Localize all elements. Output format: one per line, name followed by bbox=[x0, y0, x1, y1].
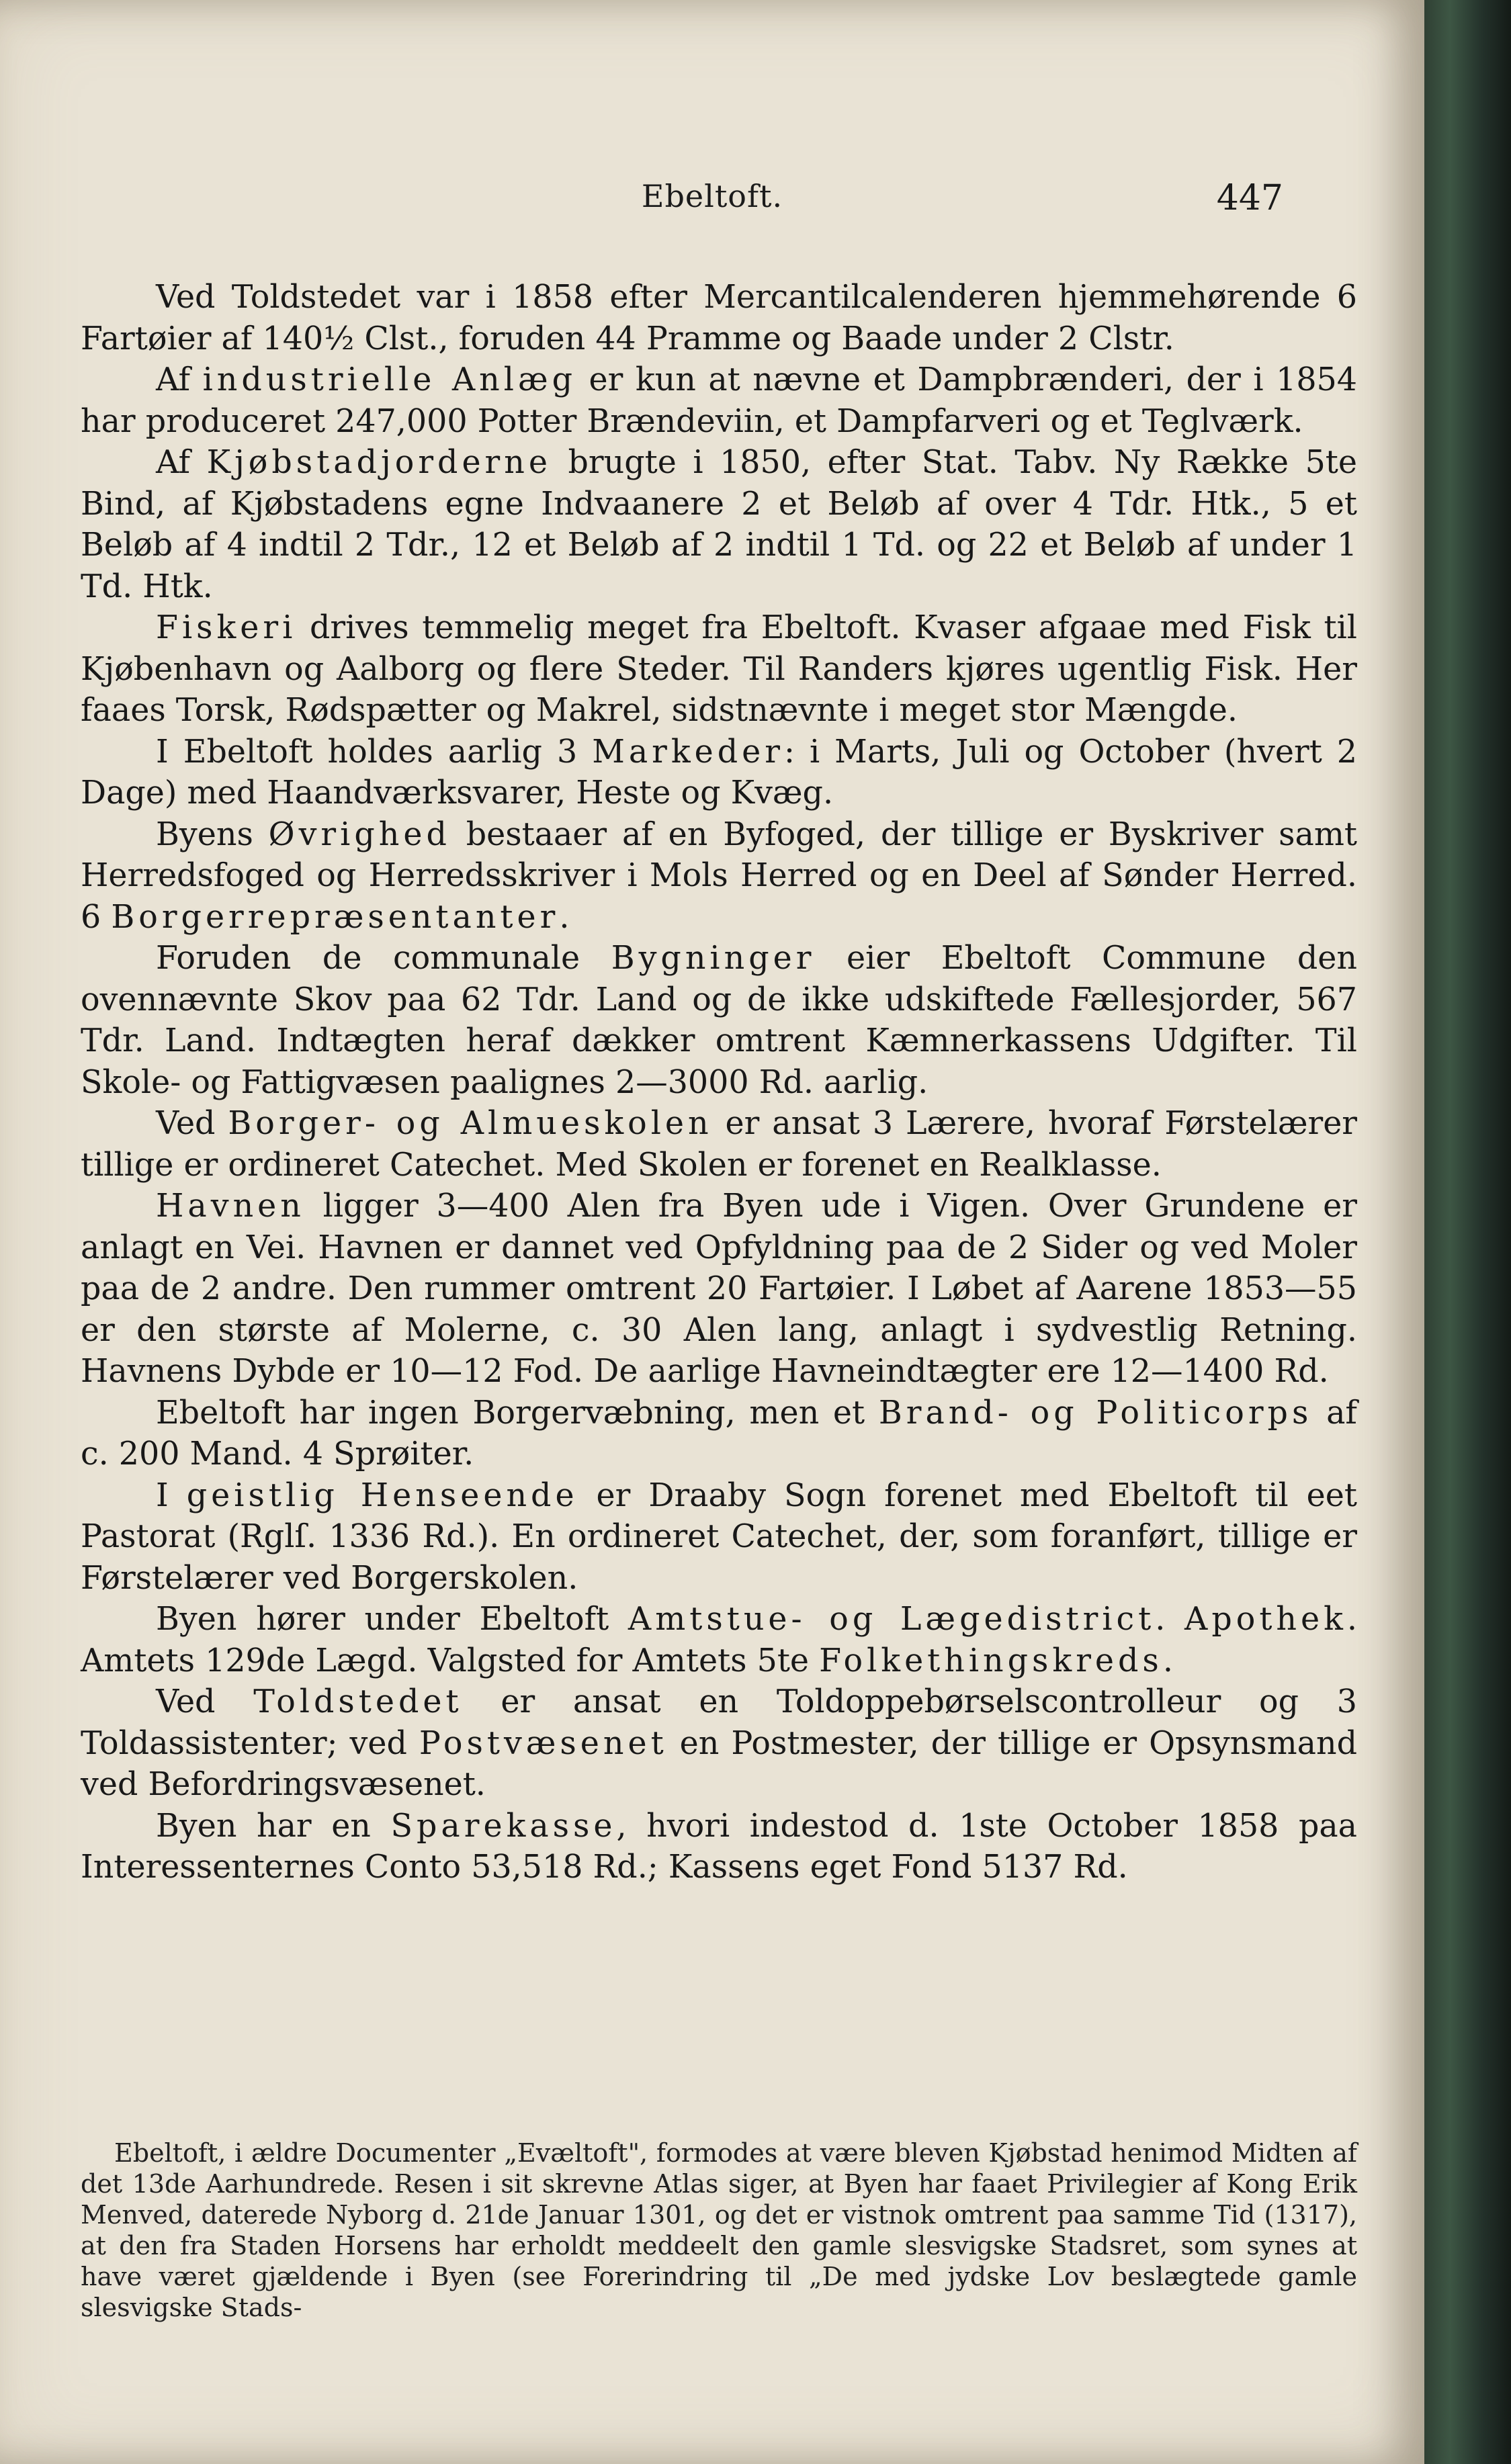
page-number: 447 bbox=[1216, 178, 1283, 218]
keyword-industry: industrielle Anlæg bbox=[202, 361, 577, 398]
paragraph-school: Ved Borger- og Almueskolen er ansat 3 Lærere, hvoraf Førstelærer tillige er ordineret Catechet. Med Skolen er forenet en Realklasse. bbox=[81, 1105, 1358, 1184]
keyword-clergy: geistlig Henseende bbox=[186, 1477, 578, 1514]
paragraph-fishing: Fiskeri drives temmelig meget fra Ebeltoft. Kvaser afgaae med Fisk til Kjøbenhavn og Aalborg og flere Steder. Til Randers kjøres ugentlig Fisk. Her faaes Torsk, Rødspætter og Makrel, sidstnævnte i meget stor Mængde. bbox=[81, 609, 1357, 729]
keyword-harbour: Havnen bbox=[156, 1188, 305, 1225]
book-spine bbox=[1417, 0, 1511, 2464]
keyword-customs: Toldstedet bbox=[253, 1683, 463, 1720]
footnote bbox=[81, 2138, 1357, 2323]
paragraph-clergy: I geistlig Henseende er Draaby Sogn forenet med Ebeltoft til eet Pastorat (Rglſ. 1336 Rd.). En ordineret Catechet, der, som foranført, tillige er Førstelærer ved Borgerskolen. bbox=[81, 1477, 1357, 1597]
keyword-savings-bank: Sparekasse bbox=[390, 1807, 617, 1845]
keyword-buildings: Bygninger bbox=[611, 940, 816, 977]
page-header bbox=[0, 178, 1424, 225]
running-title: Ebeltoft. bbox=[641, 178, 783, 214]
body-text bbox=[81, 277, 1357, 1888]
paragraph-shipping: Ved Toldstedet var i 1858 efter Mercantilcalenderen hjemmehørende 6 Fartøier af 140½ Clst., foruden 44 Pramme og Baade under 2 Clstr. bbox=[81, 279, 1357, 357]
paragraph-customs: Ved Toldstedet er ansat en Toldoppebørselscontrolleur og 3 Toldassistenter; ved Postvæsenet en Postmester, der tillige er Opsynsmand ved Befordringsvæsenet. bbox=[81, 1683, 1358, 1803]
keyword-school: Borger- og Almueskolen bbox=[228, 1105, 713, 1142]
paragraph-fire-corps: Ebeltoft har ingen Borgervæbning, men et Brand- og Politicorps af c. 200 Mand. 4 Sprøiter. bbox=[81, 1394, 1357, 1472]
paragraph-buildings: Foruden de communale Bygninger eier Ebeltoft Commune den ovennævnte Skov paa 62 Tdr. Land og de ikke udskiftede Fællesjorder, 567 Tdr. Land. Indtægten heraf dækker omtrent Kæmnerkassens Udgifter. Til Skole- og Fattigvæsen paalignes 2—3000 Rd. aarlig. bbox=[81, 940, 1357, 1101]
paragraph-authorities: Byens Øvrighed bestaaer af en Byfoged, der tillige er Byskriver samt Herredsfoged og Herredsskriver i Mols Herred og en Deel af Sønder Herred. 6 Borgerrepræsentanter. bbox=[81, 816, 1357, 936]
keyword-pharmacy: Apothek bbox=[1184, 1601, 1347, 1638]
footnote-text: Ebeltoft, i ældre Documenter „Evæltoft", formodes at være bleven Kjøbstad henimod Midten af det 13de Aarhundrede. Resen i sit skrevne Atlas siger, at Byen har faaet Privilegier af Kong Erik Menved, daterede Nyborg d. 21de Januar 1301, og det er vistnok omtrent paa samme Tid (1317), at den fra Staden Horsens har erholdt meddeelt den gamle slesvigske Stadsret, som synes at have været gjældende i Byen (see Forerindring til „De med jydske Lov beslægtede gamle slesvigske Stads- bbox=[81, 2138, 1357, 2322]
keyword-constituency: Folkethingskreds bbox=[819, 1642, 1163, 1679]
paragraph-town-lands: Af Kjøbstadjorderne brugte i 1850, efter Stat. Tabv. Ny Række 5te Bind, af Kjøbstadens egne Indvaanere 2 et Beløb af over 4 Tdr. Htk., 5 et Beløb af 4 indtil 2 Tdr., 12 et Beløb af 2 indtil 1 Td. og 22 et Beløb af under 1 Td. Htk. bbox=[81, 444, 1357, 605]
paragraph-harbour: Havnen ligger 3—400 Alen fra Byen ude i Vigen. Over Grundene er anlagt en Vei. Havnen er dannet ved Opfyldning paa de 2 Sider og ved Moler paa de 2 andre. Den rummer omtrent 20 Fartøier. I Løbet af Aarene 1853—55 er den største af Molerne, c. 30 Alen lang, anlagt i sydvestlig Retning. Havnens Dybde er 10—12 Fod. De aarlige Havneindtægter ere 12—1400 Rd. bbox=[81, 1188, 1357, 1390]
paragraph-markets: I Ebeltoft holdes aarlig 3 Markeder: i Marts, Juli og October (hvert 2 Dage) med Haandværksvarer, Heste og Kvæg. bbox=[81, 733, 1358, 811]
keyword-fishing: Fiskeri bbox=[156, 609, 297, 646]
keyword-district: Amtstue- og Lægedistrict bbox=[628, 1601, 1156, 1638]
keyword-post: Postvæsenet bbox=[419, 1724, 668, 1762]
paragraph-savings-bank: Byen har en Sparekasse, hvori indestod d. 1ste October 1858 paa Interessenternes Conto 53,518 Rd.; Kassens eget Fond 5137 Rd. bbox=[81, 1807, 1358, 1886]
keyword-markets: Markeder bbox=[592, 733, 784, 771]
keyword-fire-corps: Brand- og Politicorps bbox=[878, 1394, 1313, 1432]
keyword-representatives: Borgerrepræsentanter bbox=[111, 898, 560, 936]
keyword-town-lands: Kjøbstadjorderne bbox=[206, 444, 552, 481]
paragraph-industry: Af industrielle Anlæg er kun at nævne et Dampbrænderi, der i 1854 har produceret 247,000 Potter Brændeviin, et Dampfarveri og et Teglværk. bbox=[81, 361, 1357, 440]
paragraph-district: Byen hører under Ebeltoft Amtstue- og Lægedistrict. Apothek. Amtets 129de Lægd. Valgsted for Amtets 5te Folkethingskreds. bbox=[81, 1601, 1358, 1679]
keyword-authorities: Øvrighed bbox=[268, 816, 451, 853]
